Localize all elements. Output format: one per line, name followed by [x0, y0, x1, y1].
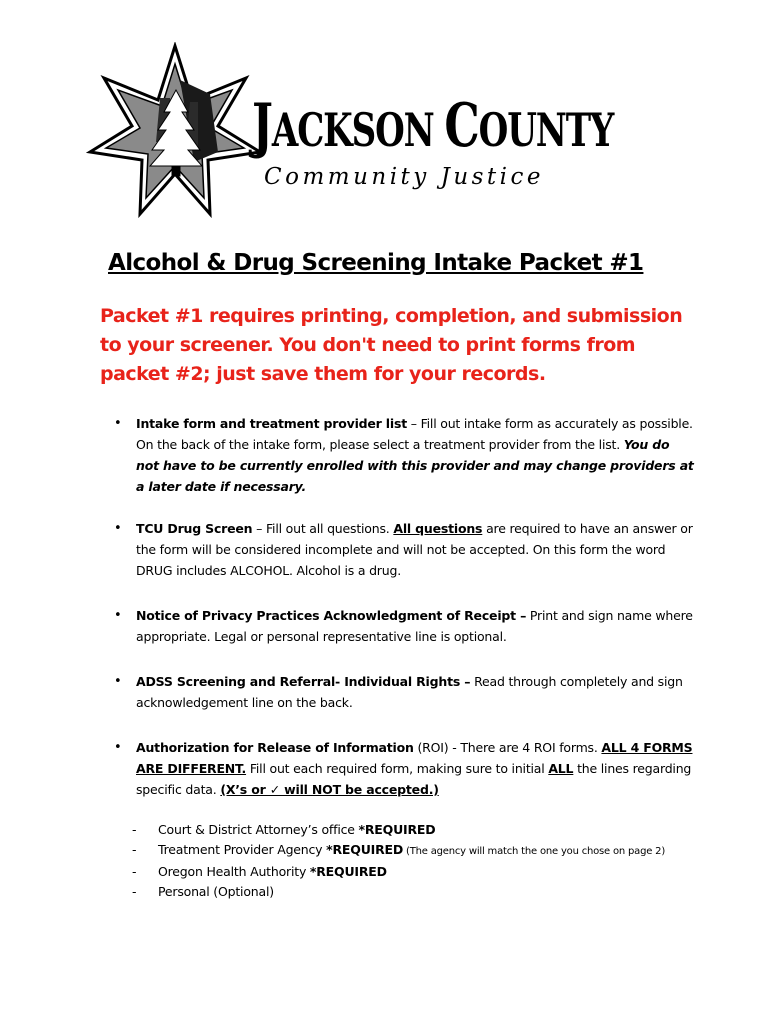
org-subtitle: Community Justice — [264, 164, 545, 190]
item-heading: Intake form and treatment provider list — [136, 416, 407, 431]
item-text: the lines regarding specific data. — [136, 761, 692, 797]
item-emphasis: You do not have to be currently enrolled with this provider and may change providers at a later date if necessary. — [136, 437, 694, 494]
item-heading: ADSS Screening and Referral- Individual Rights – — [136, 674, 471, 689]
letterhead — [86, 42, 686, 222]
item-text: – Fill out intake form as accurately as possible. On the back of the intake form, please select a treatment provider from the list. — [136, 416, 693, 452]
item-heading: Notice of Privacy Practices Acknowledgment of Receipt – — [136, 608, 527, 623]
item-text: are required to have an answer or the form will be considered incomplete and will not be accepted. On this form the word DRUG includes ALCOHOL. Alcohol is a drug. — [136, 521, 693, 578]
list-item-intake-form — [114, 413, 696, 497]
list-item: - Oregon Health Authority *REQUIRED — [132, 864, 387, 879]
list-item-tcu-drug-screen — [114, 518, 696, 581]
item-text: (ROI) - There are 4 ROI forms. — [413, 740, 602, 755]
required-tag: *REQUIRED — [326, 842, 404, 857]
required-tag: *REQUIRED — [358, 822, 436, 837]
item-text: Print and sign name where appropriate. Legal or personal representative line is optional. — [136, 608, 693, 644]
item-text: – Fill out all questions. — [252, 521, 394, 536]
item-underlined: ALL 4 FORMS ARE DIFFERENT. — [136, 740, 693, 776]
list-item-adss-screening — [114, 671, 696, 713]
item-heading: TCU Drug Screen — [136, 521, 253, 536]
bullet-icon: • — [114, 674, 122, 689]
org-name: JACKSON COUNTY — [252, 91, 614, 161]
bullet-icon: • — [114, 740, 122, 755]
item-text: Fill out each required form, making sure to initial — [246, 761, 549, 776]
list-item: - Personal (Optional) — [132, 884, 274, 899]
item-heading: Authorization for Release of Information — [136, 740, 414, 755]
required-tag: *REQUIRED — [309, 864, 387, 879]
roi-forms-list — [132, 820, 712, 902]
list-item: - Treatment Provider Agency *REQUIRED (The agency will match the one you chose on page 2) — [132, 842, 666, 857]
bullet-icon: • — [114, 416, 122, 431]
item-underlined: (X’s or ✓ will NOT be accepted.) — [220, 782, 439, 797]
page-title: Alcohol & Drug Screening Intake Packet #1 — [108, 250, 644, 276]
list-item-roi-authorization — [114, 737, 696, 800]
item-underlined: ALL — [548, 761, 574, 776]
form-note: (The agency will match the one you chose on page 2) — [403, 846, 666, 857]
bullet-icon: • — [114, 608, 122, 623]
printing-notice: Packet #1 requires printing, completion, and submission to your screener. You don't need to print forms from packet #2; just save them for your records. — [100, 305, 683, 385]
list-item: - Court & District Attorney’s office *REQUIRED — [132, 822, 436, 837]
item-text: Read through completely and sign acknowledgement line on the back. — [136, 674, 683, 710]
item-underlined: All questions — [393, 521, 483, 536]
sheriff-star-logo — [86, 42, 264, 220]
bullet-icon: • — [114, 521, 122, 536]
list-item-privacy-notice — [114, 605, 696, 647]
